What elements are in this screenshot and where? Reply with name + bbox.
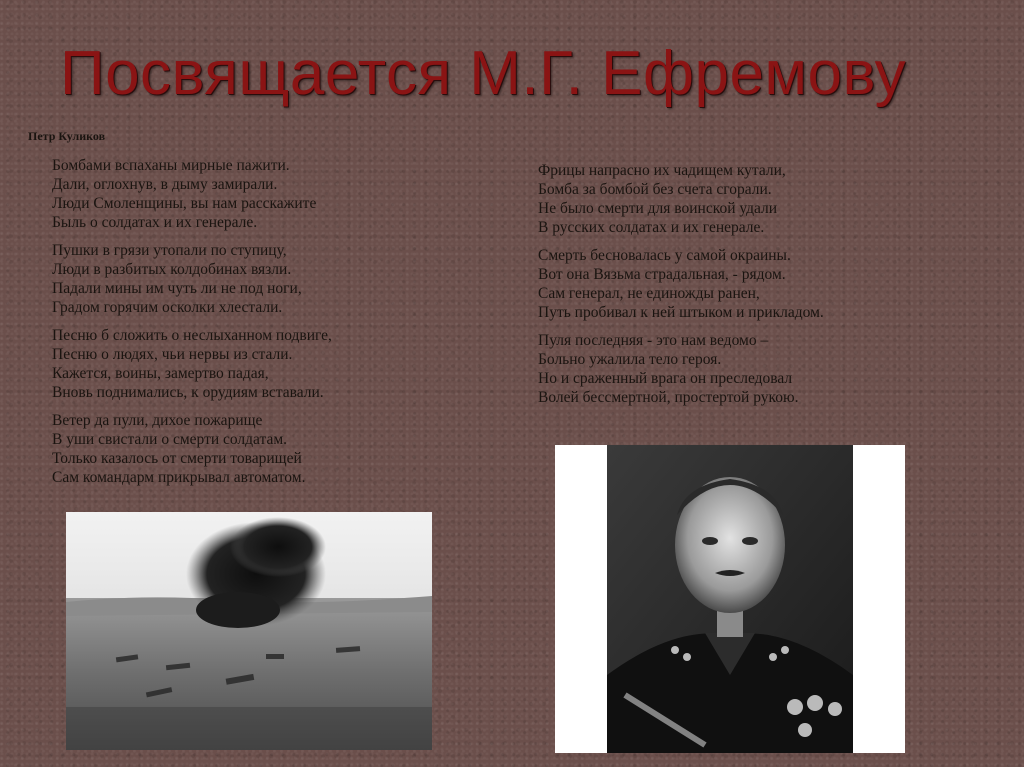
poem-left-column [52, 156, 472, 496]
poem-stanza [538, 331, 978, 407]
poem-line: Ветер да пули, дихое пожарище [52, 412, 263, 429]
poem-line: Смерть бесновалась у самой окраины. [538, 247, 791, 264]
poem-stanza [52, 156, 472, 232]
battlefield-photo-graphic [66, 512, 432, 750]
poem-stanza [538, 246, 978, 322]
poem-stanza [52, 326, 472, 402]
poem-line: Сам генерал, не единожды ранен, [538, 285, 760, 302]
poem-line: Люди Смоленщины, вы нам расскажите [52, 195, 317, 212]
poem-right-column [538, 161, 978, 416]
poem-line: Сам командарм прикрывал автоматом. [52, 469, 306, 486]
poem-line: Люди в разбитых колдобинах вязли. [52, 261, 292, 278]
poem-stanza [52, 241, 472, 317]
general-portrait-photo [555, 445, 905, 753]
poem-line: Песню б сложить о неслыханном подвиге, [52, 327, 332, 344]
poem-line: Вот она Вязьма страдальная, - рядом. [538, 266, 786, 283]
poem-line: В уши свистали о смерти солдатам. [52, 431, 288, 448]
poem-line: Градом горячим осколки хлестали. [52, 299, 283, 316]
poem-line: Бомбами вспаханы мирные пажити. [52, 157, 290, 174]
poem-line: Пуля последняя - это нам ведомо – [538, 332, 769, 349]
poem-stanza [538, 161, 978, 237]
slide-title: Посвящается М.Г. Ефремову [60, 39, 907, 108]
poem-line: Кажется, воины, замертво падая, [52, 365, 269, 382]
poem-stanza [52, 411, 472, 487]
poem-line: Падали мины им чуть ли не под ноги, [52, 280, 302, 297]
poem-line: Путь пробивал к ней штыком и прикладом. [538, 304, 824, 321]
portrait-photo-graphic [555, 445, 905, 753]
poem-author: Петр Куликов [28, 129, 106, 143]
poem-line: Больно ужалила тело героя. [538, 351, 722, 368]
poem-line: Песню о людях, чьи нервы из стали. [52, 346, 293, 363]
poem-line: В русских солдатах и их генерале. [538, 219, 765, 236]
poem-line: Вновь поднимались, к орудиям вставали. [52, 384, 324, 401]
poem-line: Только казалось от смерти товарищей [52, 450, 302, 467]
poem-line: Пушки в грязи утопали по ступицу, [52, 242, 287, 259]
poem-line: Фрицы напрасно их чадищем кутали, [538, 162, 786, 179]
poem-line: Дали, оглохнув, в дыму замирали. [52, 176, 278, 193]
poem-line: Не было смерти для воинской удали [538, 200, 778, 217]
poem-line: Но и сраженный врага он преследовал [538, 370, 793, 387]
poem-line: Бомба за бомбой без счета сгорали. [538, 181, 772, 198]
poem-line: Быль о солдатах и их генерале. [52, 214, 258, 231]
battlefield-explosion-photo [66, 512, 432, 750]
poem-line: Волей бессмертной, простертой рукою. [538, 389, 799, 406]
